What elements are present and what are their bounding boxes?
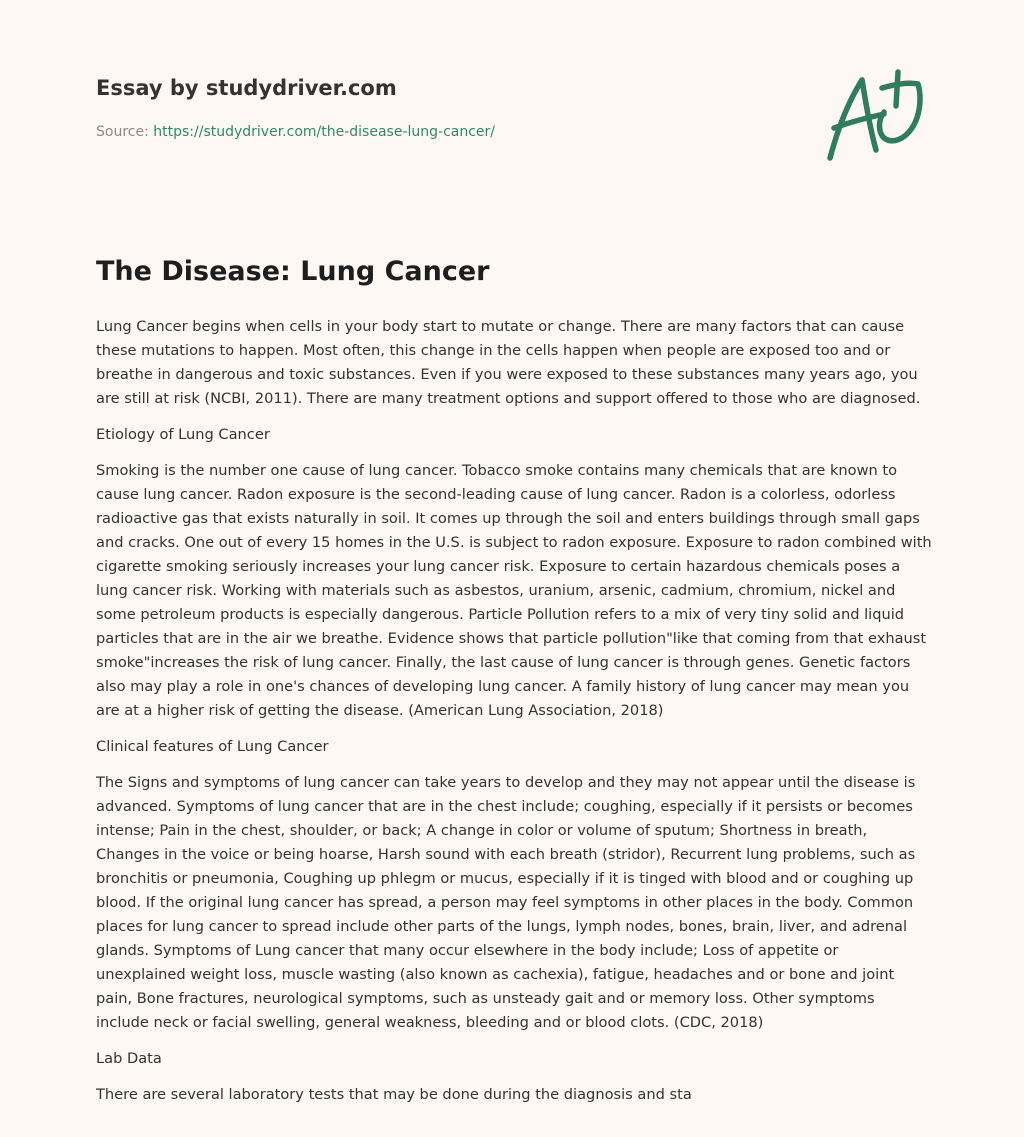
lab-heading: Lab Data (96, 1050, 162, 1067)
source-line (96, 124, 495, 140)
brand-title: Essay by studydriver.com (96, 76, 397, 100)
essay-title: The Disease: Lung Cancer (96, 256, 490, 287)
a-plus-logo-icon (818, 66, 926, 166)
source-label: Source: (96, 124, 154, 140)
etiology-paragraph: Smoking is the number one cause of lung cancer. Tobacco smoke contains many chemicals that are known to cause lung cancer. Radon exposure is the second-leading cause of lung cancer. Radon is a colorless, odorless radioactive gas that exists naturally in soil. It comes up through the soil and enters buildings through small gaps and cracks. One out of every 15 homes in the U.S. is subject to radon exposure. Exposure to radon combined with cigarette smoking seriously increases your lung cancer risk. Exposure to certain hazardous chemicals poses a lung cancer risk. Working with materials such as asbestos, uranium, arsenic, cadmium, chromium, nickel and some petroleum products is especially dangerous. Particle Pollution refers to a mix of very tiny solid and liquid particles that are in the air we breathe. Evidence shows that particle pollution"like that coming from that exhaust smoke"increases the risk of lung cancer. Finally, the last cause of lung cancer is through genes. Genetic factors also may play a role in one's chances of developing lung cancer. A family history of lung cancer may mean you are at a higher risk of getting the disease. (American Lung Association, 2018) (96, 462, 932, 719)
etiology-heading: Etiology of Lung Cancer (96, 426, 270, 443)
essay-body (96, 315, 932, 1119)
lab-paragraph: There are several laboratory tests that may be done during the diagnosis and sta (96, 1086, 692, 1103)
clinical-paragraph: The Signs and symptoms of lung cancer can take years to develop and they may not appear until the disease is advanced. Symptoms of lung cancer that are in the chest include; coughing, especially if it persists or becomes intense; Pain in the chest, shoulder, or back; A change in color or volume of sputum; Shortness in breath, Changes in the voice or being hoarse, Harsh sound with each breath (stridor), Recurrent lung problems, such as bronchitis or pneumonia, Coughing up phlegm or mucus, especially if it is tinged with blood and or coughing up blood. If the original lung cancer has spread, a person may feel symptoms in other places in the body. Common places for lung cancer to spread include other parts of the lungs, lymph nodes, bones, brain, liver, and adrenal glands. Symptoms of Lung cancer that many occur elsewhere in the body include; Loss of appetite or unexplained weight loss, muscle wasting (also known as cachexia), fatigue, headaches and or bone and joint pain, Bone fractures, neurological symptoms, such as unsteady gait and or memory loss. Other symptoms include neck or facial swelling, general weakness, bleeding and or blood clots. (CDC, 2018) (96, 774, 916, 1031)
clinical-heading: Clinical features of Lung Cancer (96, 738, 329, 755)
intro-paragraph: Lung Cancer begins when cells in your body start to mutate or change. There are many factors that can cause these mutations to happen. Most often, this change in the cells happen when people are exposed too and or breathe in dangerous and toxic substances. Even if you were exposed to these substances many years ago, you are still at risk (NCBI, 2011). There are many treatment options and support offered to those who are diagnosed. (96, 318, 921, 407)
source-link[interactable]: https://studydriver.com/the-disease-lung-cancer/ (153, 124, 496, 140)
